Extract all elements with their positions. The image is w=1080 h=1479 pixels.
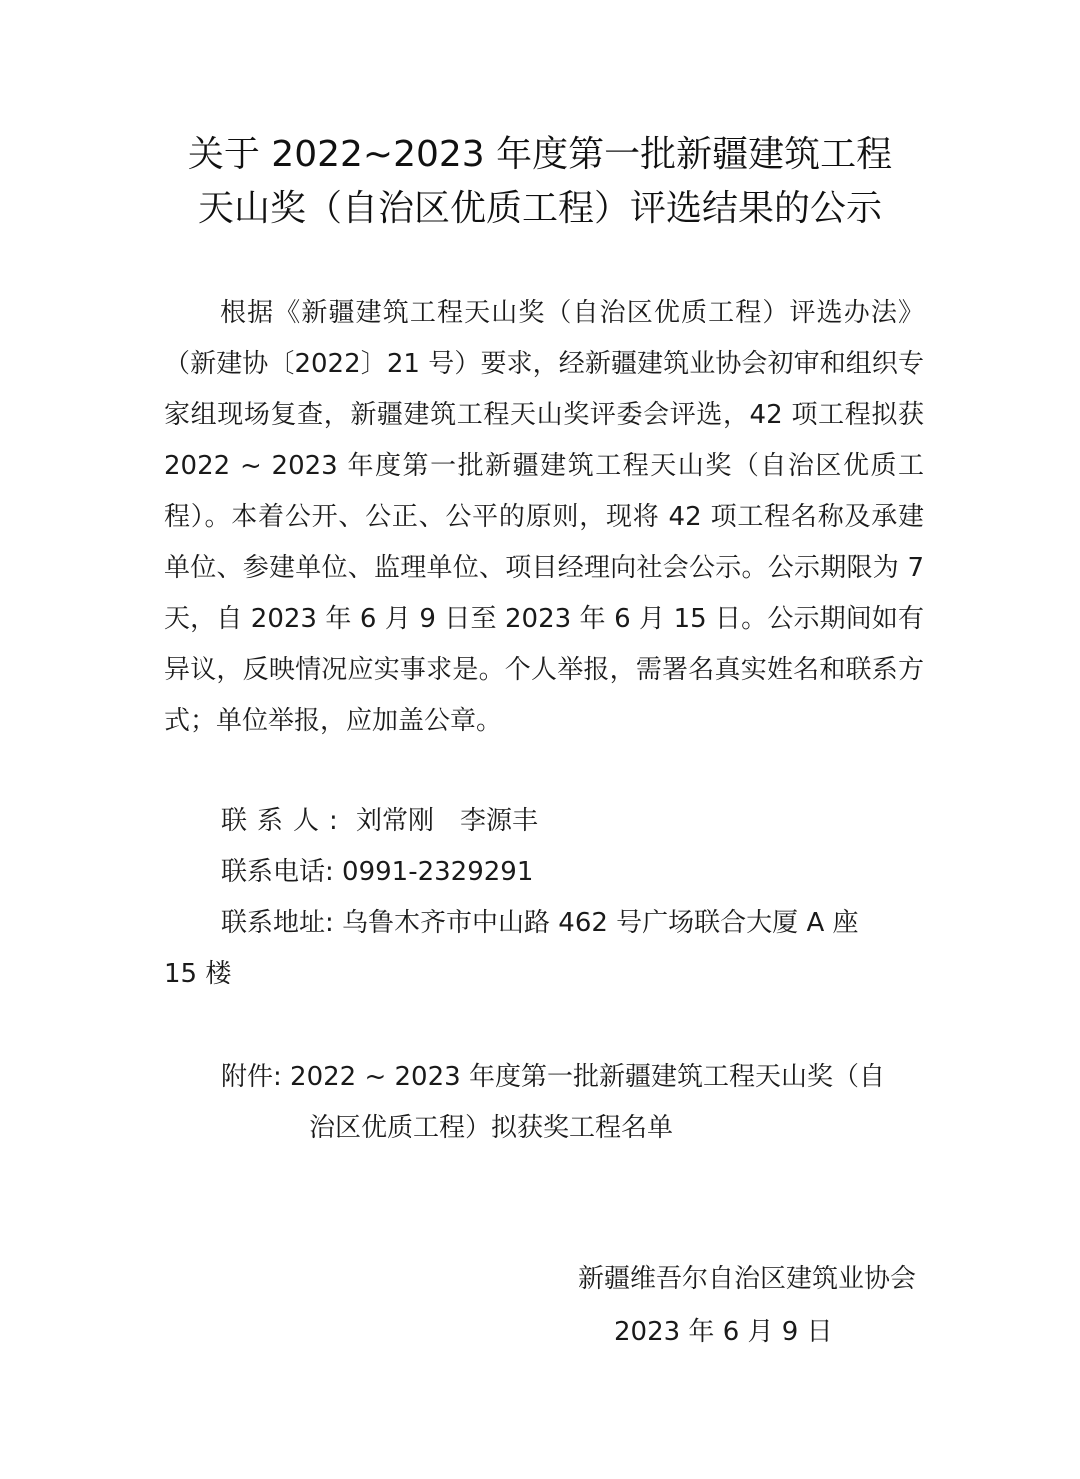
signature-date: 2023 年 6 月 9 日 (614, 1317, 833, 1347)
contact-address-line (221, 898, 859, 949)
main-paragraph: 根据《新疆建筑工程天山奖（自治区优质工程）评选办法》（新建协〔2022〕21 号）要求，经新疆建筑业协会初审和组织专家组现场复查，新疆建筑工程天山奖评委会评选，42 项工程拟获 2022 ~ 2023 年度第一批新疆建筑工程天山奖（自治区优质工程）。本着公开、公正、公平的原则，现将 42 项工程名称及承建单位、参建单位、监理单位、项目经理向社会公示。公示期限为 7 天，自 2023 年 6 月 9 日至 2023 年 6 月 15 日。公示期间如有异议，反映情况应实事求是。个人举报，需署名真实姓名和联系方式；单位举报，应加盖公章。 (164, 298, 924, 736)
contact-person-1: 刘常刚 (356, 806, 435, 836)
contact-phone-value: 0991-2329291 (342, 857, 534, 887)
document-title-line-2: 天山奖（自治区优质工程）评选结果的公示 (197, 188, 882, 229)
contact-person-line (221, 796, 538, 847)
contact-address-label: 联系地址: (221, 908, 334, 938)
attachment-line-1: 附件: 2022 ~ 2023 年度第一批新疆建筑工程天山奖（自 (221, 1062, 885, 1092)
contact-phone-label: 联系电话: (221, 857, 334, 887)
attachment-line-2: 治区优质工程）拟获奖工程名单 (309, 1113, 674, 1143)
contact-person-2: 李源丰 (460, 806, 539, 836)
contact-phone-line (221, 847, 533, 898)
contact-address-value: 乌鲁木齐市中山路 462 号广场联合大厦 A 座 (342, 908, 859, 938)
document-title-line-1: 关于 2022~2023 年度第一批新疆建筑工程 (187, 134, 893, 175)
signature-organization: 新疆维吾尔自治区建筑业协会 (577, 1264, 916, 1294)
contact-person-label: 联系人: (221, 806, 348, 836)
contact-address-continued: 15 楼 (164, 959, 232, 989)
